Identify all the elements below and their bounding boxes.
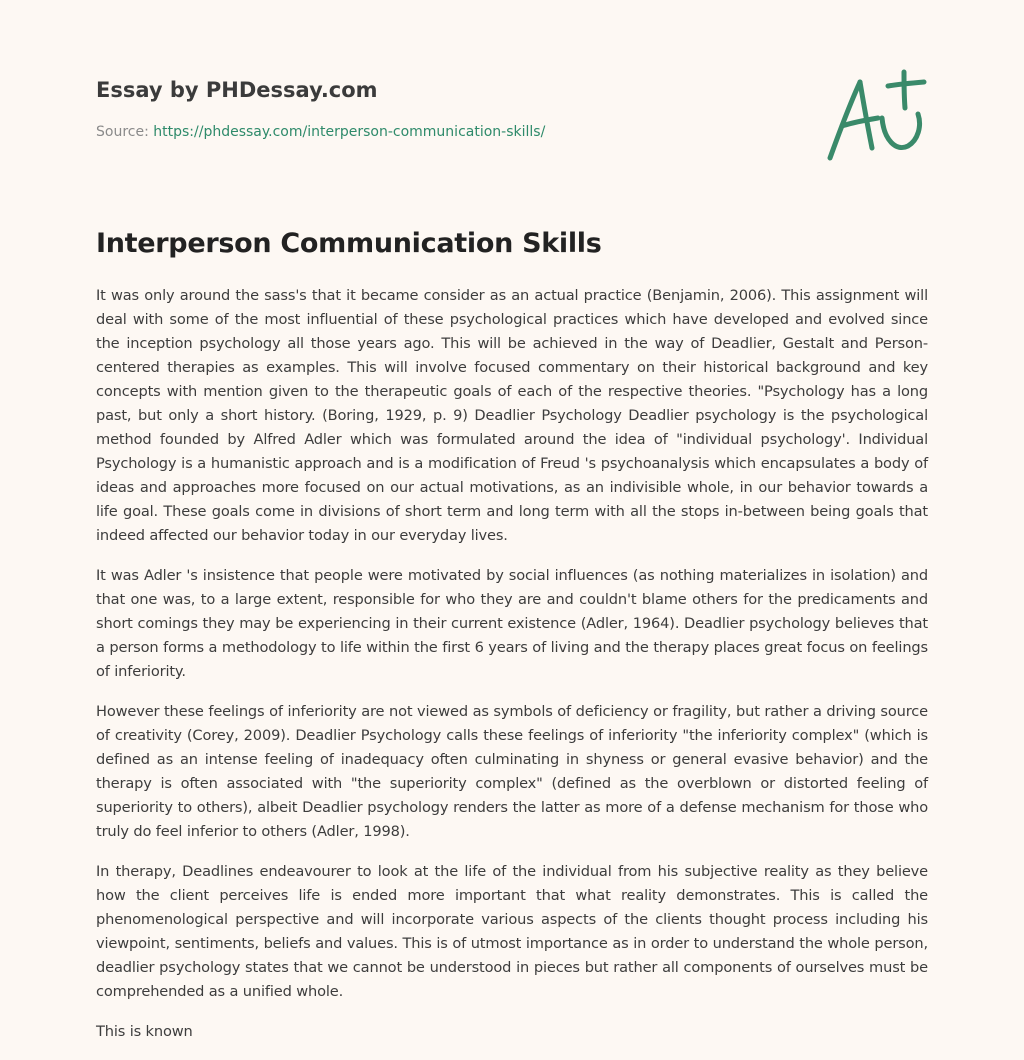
- essay-title: Interperson Communication Skills: [96, 228, 602, 259]
- source-label: Source:: [96, 124, 149, 140]
- site-brand: Essay by PHDessay.com: [96, 78, 378, 102]
- essay-paragraph: However these feelings of inferiority are not viewed as symbols of deficiency or fragility, but rather a driving source of creativity (Corey, 2009). Deadlier Psychology calls these feelings of inferiority "the inferiority complex" (which is defined as an intense feeling of inadequacy often culminating in shyness or general evasive behavior) and the therapy is often associated with "the superiority complex" (defined as the overblown or distorted feeling of superiority to others), albeit Deadlier psychology renders the latter as more of a defense mechanism for those who truly do feel inferior to others (Adler, 1998).: [96, 703, 928, 840]
- source-line: [96, 122, 796, 142]
- page-header: [96, 76, 796, 142]
- source-link[interactable]: https://phdessay.com/interperson-communication-skills/: [153, 124, 546, 140]
- essay-paragraph: This is known: [96, 1023, 193, 1040]
- essay-body: [96, 284, 928, 1060]
- essay-paragraph: It was only around the sass's that it became consider as an actual practice (Benjamin, 2006). This assignment will deal with some of the most influential of these psychological practices which have developed and evolved since the inception psychology all those years ago. This will be achieved in the way of Deadlier, Gestalt and Person-centered therapies as examples. This will involve focused commentary on their historical background and key concepts with mention given to the therapeutic goals of each of the respective theories. "Psychology has a long past, but only a short history. (Boring, 1929, p. 9) Deadlier Psychology Deadlier psychology is the psychological method founded by Alfred Adler which was formulated around the idea of "individual psychology'. Individual Psychology is a humanistic approach and is a modification of Freud 's psychoanalysis which encapsulates a body of ideas and approaches more focused on our actual motivations, as an indivisible whole, in our behavior towards a life goal. These goals come in divisions of short term and long term with all the stops in-between being goals that indeed affected our behavior today in our everyday lives.: [96, 287, 928, 544]
- essay-paragraph: It was Adler 's insistence that people were motivated by social influences (as nothing materializes in isolation) and that one was, to a large extent, responsible for who they are and couldn't blame others for the predicaments and short comings they may be experiencing in their current existence (Adler, 1964). Deadlier psychology believes that a person forms a methodology to life within the first 6 years of living and the therapy places great focus on feelings of inferiority.: [96, 567, 928, 680]
- essay-paragraph: In therapy, Deadlines endeavourer to look at the life of the individual from his subjective reality as they believe how the client perceives life is ended more important that what reality demonstrates. This is called the phenomenological perspective and will incorporate various aspects of the clients thought process including his viewpoint, sentiments, beliefs and values. This is of utmost importance as in order to understand the whole person, deadlier psychology states that we cannot be understood in pieces but rather all components of ourselves must be comprehended as a unified whole.: [96, 863, 928, 1000]
- a-plus-logo-icon: [820, 66, 930, 166]
